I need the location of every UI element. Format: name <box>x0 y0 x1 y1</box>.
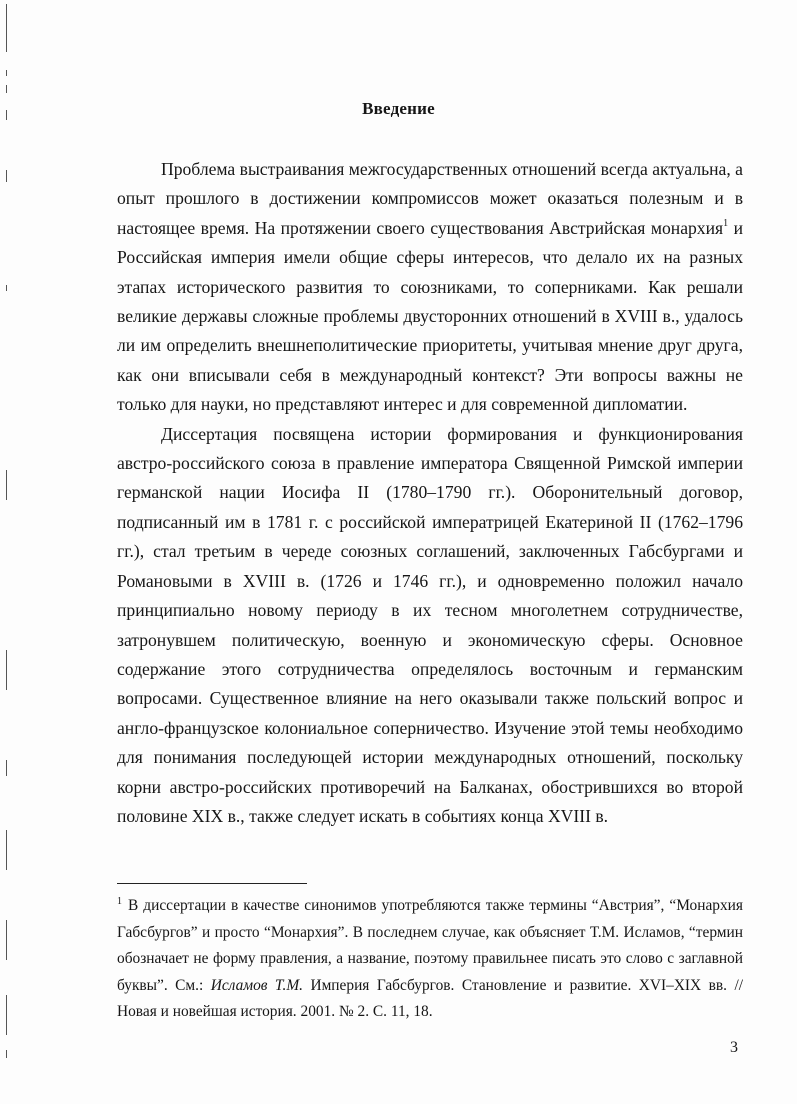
body-text <box>117 155 743 831</box>
page-title: Введение <box>362 99 435 118</box>
footnote-mark: 1 <box>117 896 122 907</box>
footnote-text-after: Империя Габсбургов. Становление и развитие. XVI–XIX вв. // Новая и новейшая история. 2001. № 2. С. 11, 18. <box>117 976 743 1020</box>
footnote <box>117 889 743 1026</box>
footnote-text-before: В диссертации в качестве синонимов употребляются также термины “Австрия”, “Монархия Габсбургов” и просто “Монархия”. В последнем случае, как объясняет Т.М. Исламов, “термин обозначает не форму правления, а название, поэтому правильнее писать это слово с заглавной буквы”. См.: <box>117 897 743 994</box>
footnote-reference: 1 <box>723 217 729 229</box>
scan-edge-artifacts <box>2 0 16 1104</box>
footnote-separator <box>117 883 307 884</box>
footnote-citation-author: Исламов Т.М. <box>210 976 304 994</box>
paragraph-2: Диссертация посвящена истории формирования и функционирования австро-российского союза в правление императора Священной Римской империи германской нации Иосифа II (1780–1790 гг.). Оборонительный договор, подписанный им в 1781 г. с российской императрицей Екатериной II (1762–1796 гг.), стал третьим в череде союзных соглашений, заключенных Габсбургами и Романовыми в XVIII в. (1726 и 1746 гг.), и одновременно положил начало принципиально новому периоду в их тесном многолетнем сотрудничестве, затронувшем политическую, военную и экономическую сферы. Основное содержание этого сотрудничества определялось восточным и германским вопросами. Существенное влияние на него оказывали также польский вопрос и англо-французское колониальное соперничество. Изучение этой темы необходимо для понимания последующей истории международных отношений, поскольку корни австро-российских противоречий на Балканах, обострившихся во второй половине XIX в., также следует искать в событиях конца XVIII в. <box>117 423 743 826</box>
paragraph-1-text-after: и Российская империя имели общие сферы интересов, что делало их на разных этапах исторического развития то союзниками, то соперниками. Как решали великие державы сложные проблемы двусторонних отношений в XVIII в., удалось ли им определить внешнеполитические приоритеты, учитывая мнение друг друга, как они вписывали себя в международный контекст? Эти вопросы важны не только для науки, но представляют интерес и для современной дипломатии. <box>117 217 743 415</box>
paragraph-1 <box>117 155 743 420</box>
paragraph-1-text-before: Проблема выстраивания межгосударственных отношений всегда актуальна, а опыт прошлого в достижении компромиссов может оказаться полезным и в настоящее время. На протяжении своего существования Австрийская монархия <box>117 159 743 238</box>
page-number: 3 <box>730 1039 738 1056</box>
